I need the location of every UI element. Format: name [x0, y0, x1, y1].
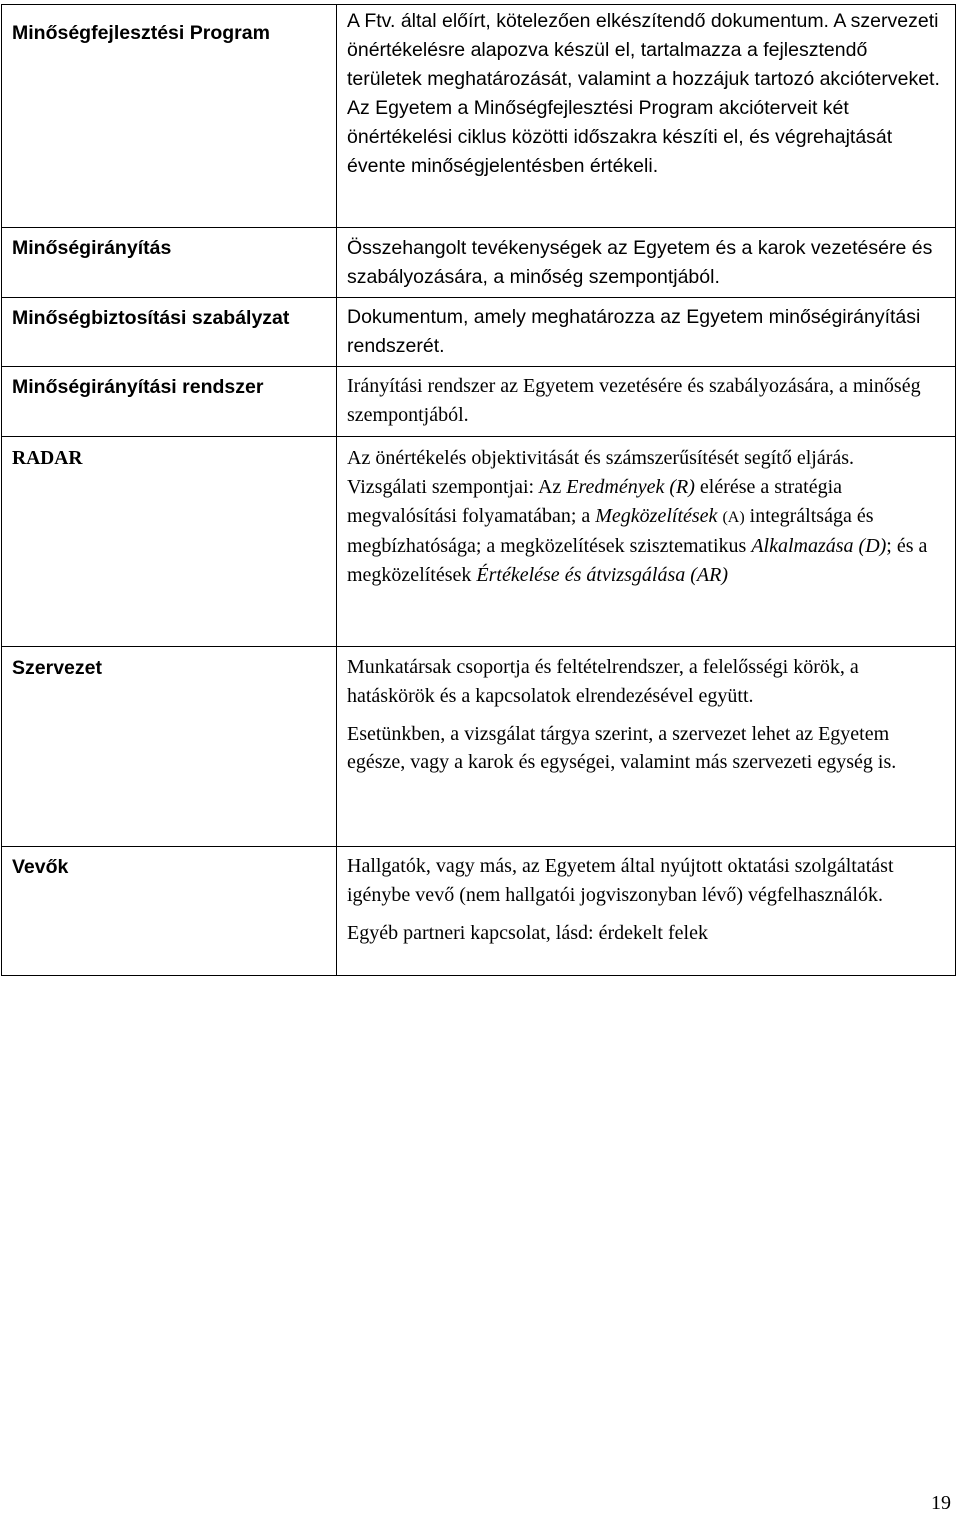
definition-paragraph: Hallgatók, vagy más, az Egyetem által nyújtott oktatási szolgáltatást igénybe vevő (nem hallgatói jogviszonyban lévő) végfelhasználók. [347, 855, 894, 906]
text-run: (A) [722, 508, 745, 526]
term-label: Minőségirányítás [12, 237, 172, 259]
definition-text: Irányítási rendszer az Egyetem vezetésére és szabályozására, a minőség szempontjából. [347, 375, 921, 426]
term-cell [2, 647, 337, 847]
definition-text: Dokumentum, amely meghatározza az Egyetem minőségirányítási rendszerét. [347, 306, 921, 357]
definition-paragraph: Az önértékelés objektivitását és számszerűsítését segítő eljárás. [347, 447, 855, 469]
italic-term: Eredmények (R) [566, 475, 695, 498]
glossary-table [1, 4, 956, 976]
definition-text [337, 437, 955, 590]
table-row [2, 647, 956, 847]
table-row [2, 228, 956, 298]
table-row [2, 298, 956, 367]
definition-paragraph: Munkatársak csoportja és feltételrendszer, a felelősségi körök, a hatáskörök és a kapcsolatok elrendezésével együtt. [347, 656, 859, 707]
definition-text [337, 847, 955, 947]
table-row [2, 5, 956, 228]
definition-cell [337, 228, 956, 298]
definition-text: Összehangolt tevékenységek az Egyetem és a karok vezetésére és szabályozására, a minőség szempontjából. [347, 237, 933, 288]
italic-term: Értékelése és átvizsgálása (AR) [476, 564, 728, 587]
term-label: Szervezet [12, 657, 102, 679]
term-cell [2, 847, 337, 976]
definition-text [337, 647, 955, 777]
term-label: RADAR [12, 448, 83, 469]
term-label: Minőségbiztosítási szabályzat [12, 307, 290, 329]
term-cell [2, 437, 337, 647]
text-run: integráltsága és megbízhatósága; a megközelítések szisztematikus [347, 504, 874, 558]
text-run: Vizsgálati szempontjai: Az [347, 475, 567, 498]
definition-cell [337, 367, 956, 437]
term-label: Minőségirányítási rendszer [12, 376, 264, 398]
table-row [2, 437, 956, 647]
term-label: Vevők [12, 856, 69, 878]
page-number: 19 [931, 1492, 951, 1514]
italic-term: Alkalmazása (D) [751, 535, 887, 558]
table-row [2, 367, 956, 437]
definition-paragraph [347, 473, 945, 590]
italic-term: Megközelítések [595, 504, 718, 527]
text-run: ; és a megközelítések [347, 535, 928, 587]
term-label: Minőségfejlesztési Program [12, 22, 270, 44]
definition-cell [337, 437, 956, 647]
definition-paragraph: Egyéb partneri kapcsolat, lásd: érdekelt felek [347, 921, 708, 944]
definition-cell [337, 5, 956, 228]
definition-text: A Ftv. által előírt, kötelezően elkészítendő dokumentum. A szervezeti önértékelésre alapozva készül el, tartalmazza a fejlesztendő területek meghatározását, valamint a hozzájuk tartozó akcióterveket. Az Egyetem a Minőségfejlesztési Program akcióterveit két önértékelési ciklus közötti időszakra készíti el, és végrehajtását évente minőségjelentésben értékeli. [347, 10, 940, 177]
text-run: elérése a stratégia megvalósítási folyamatában; a [347, 475, 843, 527]
table-row [2, 847, 956, 976]
definition-cell [337, 298, 956, 367]
term-cell [2, 228, 337, 298]
definition-cell [337, 647, 956, 847]
definition-paragraph: Esetünkben, a vizsgálat tárgya szerint, a szervezet lehet az Egyetem egésze, vagy a karok és egységei, valamint más szervezeti egység is. [347, 722, 897, 774]
term-cell [2, 367, 337, 437]
definition-cell [337, 847, 956, 976]
term-cell [2, 5, 337, 228]
term-cell [2, 298, 337, 367]
